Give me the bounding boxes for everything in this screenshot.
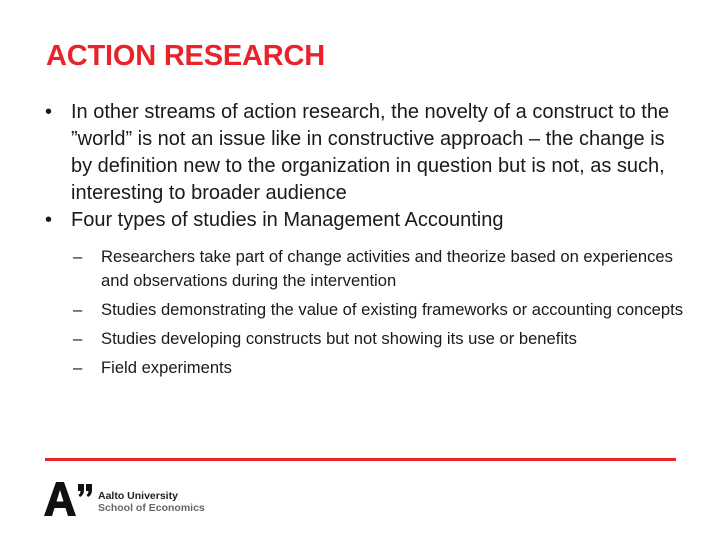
aalto-logo xyxy=(44,482,244,522)
logo-line-1: Aalto University xyxy=(98,490,178,502)
bullet-list xyxy=(0,99,720,385)
footer-divider xyxy=(45,458,676,461)
sub-bullet-text: Studies demonstrating the value of existing frameworks or accounting concepts xyxy=(101,300,684,319)
sub-bullet-text: Researchers take part of change activities and theorize based on experiences and observations during the intervention xyxy=(101,247,673,290)
bullet-item xyxy=(0,99,691,207)
bullet-marker: • xyxy=(45,101,53,123)
sub-bullet-text: Studies developing constructs but not showing its use or benefits xyxy=(101,329,577,348)
logo-line-2: School of Economics xyxy=(98,502,205,514)
bullet-text: Four types of studies in Management Accounting xyxy=(71,209,504,231)
aalto-logo-icon xyxy=(44,482,94,518)
sub-bullet-text: Field experiments xyxy=(101,358,232,377)
sub-bullet-item xyxy=(0,327,691,351)
bullet-text: In other streams of action research, the novelty of a construct to the ”world” is not an issue like in constructive approach – the change is by definition new to the organization in question but is not, as such, interesting to broader audience xyxy=(71,101,670,204)
bullet-marker: • xyxy=(45,209,53,231)
sub-bullet-item xyxy=(0,298,691,322)
sub-bullet-marker: – xyxy=(73,358,83,377)
sub-bullet-item xyxy=(0,245,691,293)
sub-bullet-item xyxy=(0,356,691,380)
sub-bullet-marker: – xyxy=(73,247,83,266)
sub-bullet-marker: – xyxy=(73,300,83,319)
slide-title: ACTION RESEARCH xyxy=(46,40,325,72)
bullet-item xyxy=(0,207,691,234)
sub-bullet-list xyxy=(0,245,720,380)
logo-wordmark xyxy=(98,490,205,514)
sub-bullet-marker: – xyxy=(73,329,83,348)
